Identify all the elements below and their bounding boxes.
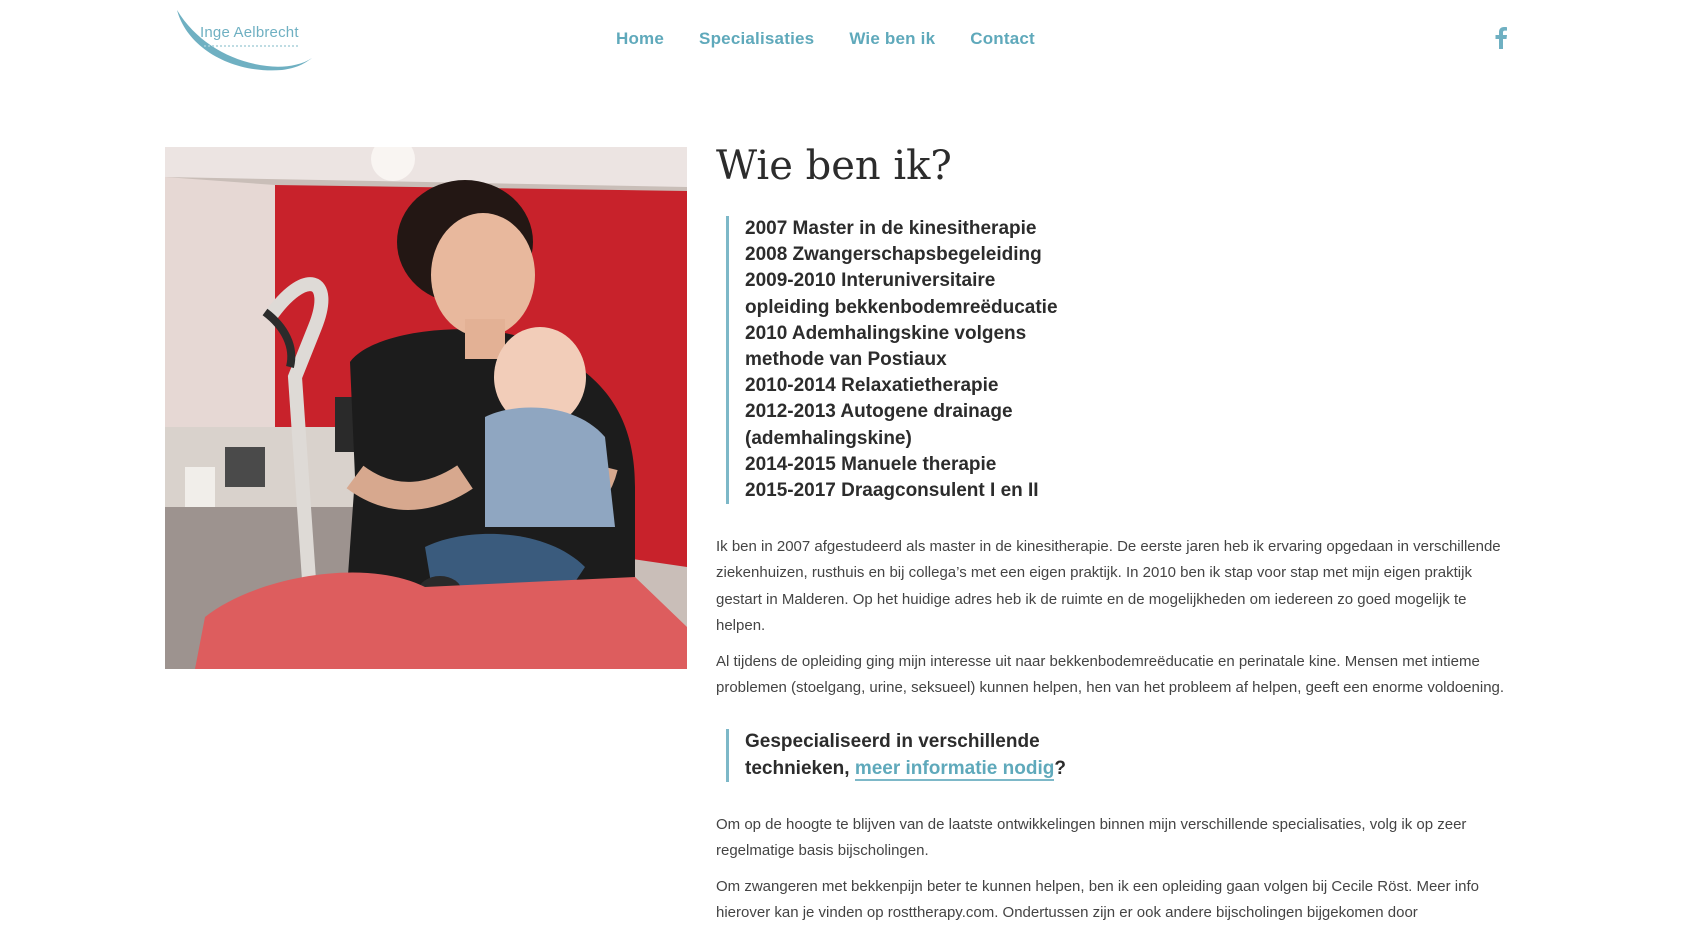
page-title: Wie ben ik? [716, 143, 952, 189]
about-content [716, 140, 1516, 927]
credential-item: 2010 Ademhalingskine volgens [745, 322, 1027, 344]
specialized-line1: Gespecialiseerd in verschillende [745, 731, 1040, 753]
specialized-blockquote [726, 729, 1165, 781]
nav-contact[interactable]: Contact [970, 29, 1035, 48]
logo-text: Inge Aelbrecht [200, 24, 299, 41]
intro-paragraph: Ik ben in 2007 afgestudeerd als master in de kinesitherapie. De eerste jaren heb ik ervaring opgedaan in verschillende ziekenhuizen, rusthuis en bij collega’s met een eigen praktijk. In 2010 ben ik stap voor stap met mijn eigen praktijk gestart in Malderen. Op het huidige adres heb ik de ruimte en de mogelijkheden om iedereen zo goed mogelijk te helpen. [716, 538, 1501, 634]
credential-item: opleiding bekkenbodemreëducatie [745, 296, 1058, 318]
facebook-icon[interactable] [1494, 27, 1508, 49]
credential-item: 2010-2014 Relaxatietherapie [745, 375, 999, 397]
site-header [0, 0, 1688, 90]
credential-item: (ademhalingskine) [745, 427, 912, 449]
specialized-suffix: ? [1054, 757, 1066, 779]
more-info-link[interactable]: meer informatie nodig [854, 757, 1055, 779]
specialized-prefix: technieken, [745, 757, 855, 779]
training-paragraph: Om op de hoogte te blijven van de laatste ontwikkelingen binnen mijn verschillende specialisaties, volg ik op zeer regelmatige basis bijscholingen. [716, 815, 1467, 860]
logo-swoosh-icon [172, 8, 322, 76]
main-nav [616, 29, 1070, 49]
logo[interactable] [172, 8, 322, 76]
credential-item: 2009-2010 Interuniversitaire [745, 270, 996, 292]
credential-item: 2015-2017 Draagconsulent I en II [745, 480, 1039, 502]
credential-item: methode van Postiaux [745, 349, 947, 371]
credential-item: 2012-2013 Autogene drainage [745, 401, 1013, 423]
nav-home[interactable]: Home [616, 29, 665, 48]
profile-photo [165, 147, 687, 669]
rost-paragraph: Om zwangeren met bekkenpijn beter te kunnen helpen, ben ik een opleiding gaan volgen bij Cecile Röst. Meer info hierover kan je vinden op rosttherapy.com. Ondertussen zijn er ook andere bijscholingen bijgekomen door [716, 878, 1479, 922]
specialized-line2 [745, 756, 1165, 782]
credential-item: 2008 Zwangerschapsbegeleiding [745, 244, 1042, 266]
nav-wie-ben-ik[interactable]: Wie ben ik [849, 29, 936, 48]
photo-illustration [165, 147, 687, 669]
credential-item: 2007 Master in de kinesitherapie [745, 218, 1037, 239]
credential-item: 2014-2015 Manuele therapie [745, 453, 997, 475]
nav-specialisaties[interactable]: Specialisaties [699, 29, 815, 48]
interest-paragraph: Al tijdens de opleiding ging mijn interesse uit naar bekkenbodemreëducatie en perinatale kine. Mensen met intieme problemen (stoelgang, urine, seksueel) kunnen helpen, hen van het probleem af helpen, geeft een enorme voldoening. [716, 653, 1505, 697]
credentials-blockquote [726, 216, 1145, 504]
